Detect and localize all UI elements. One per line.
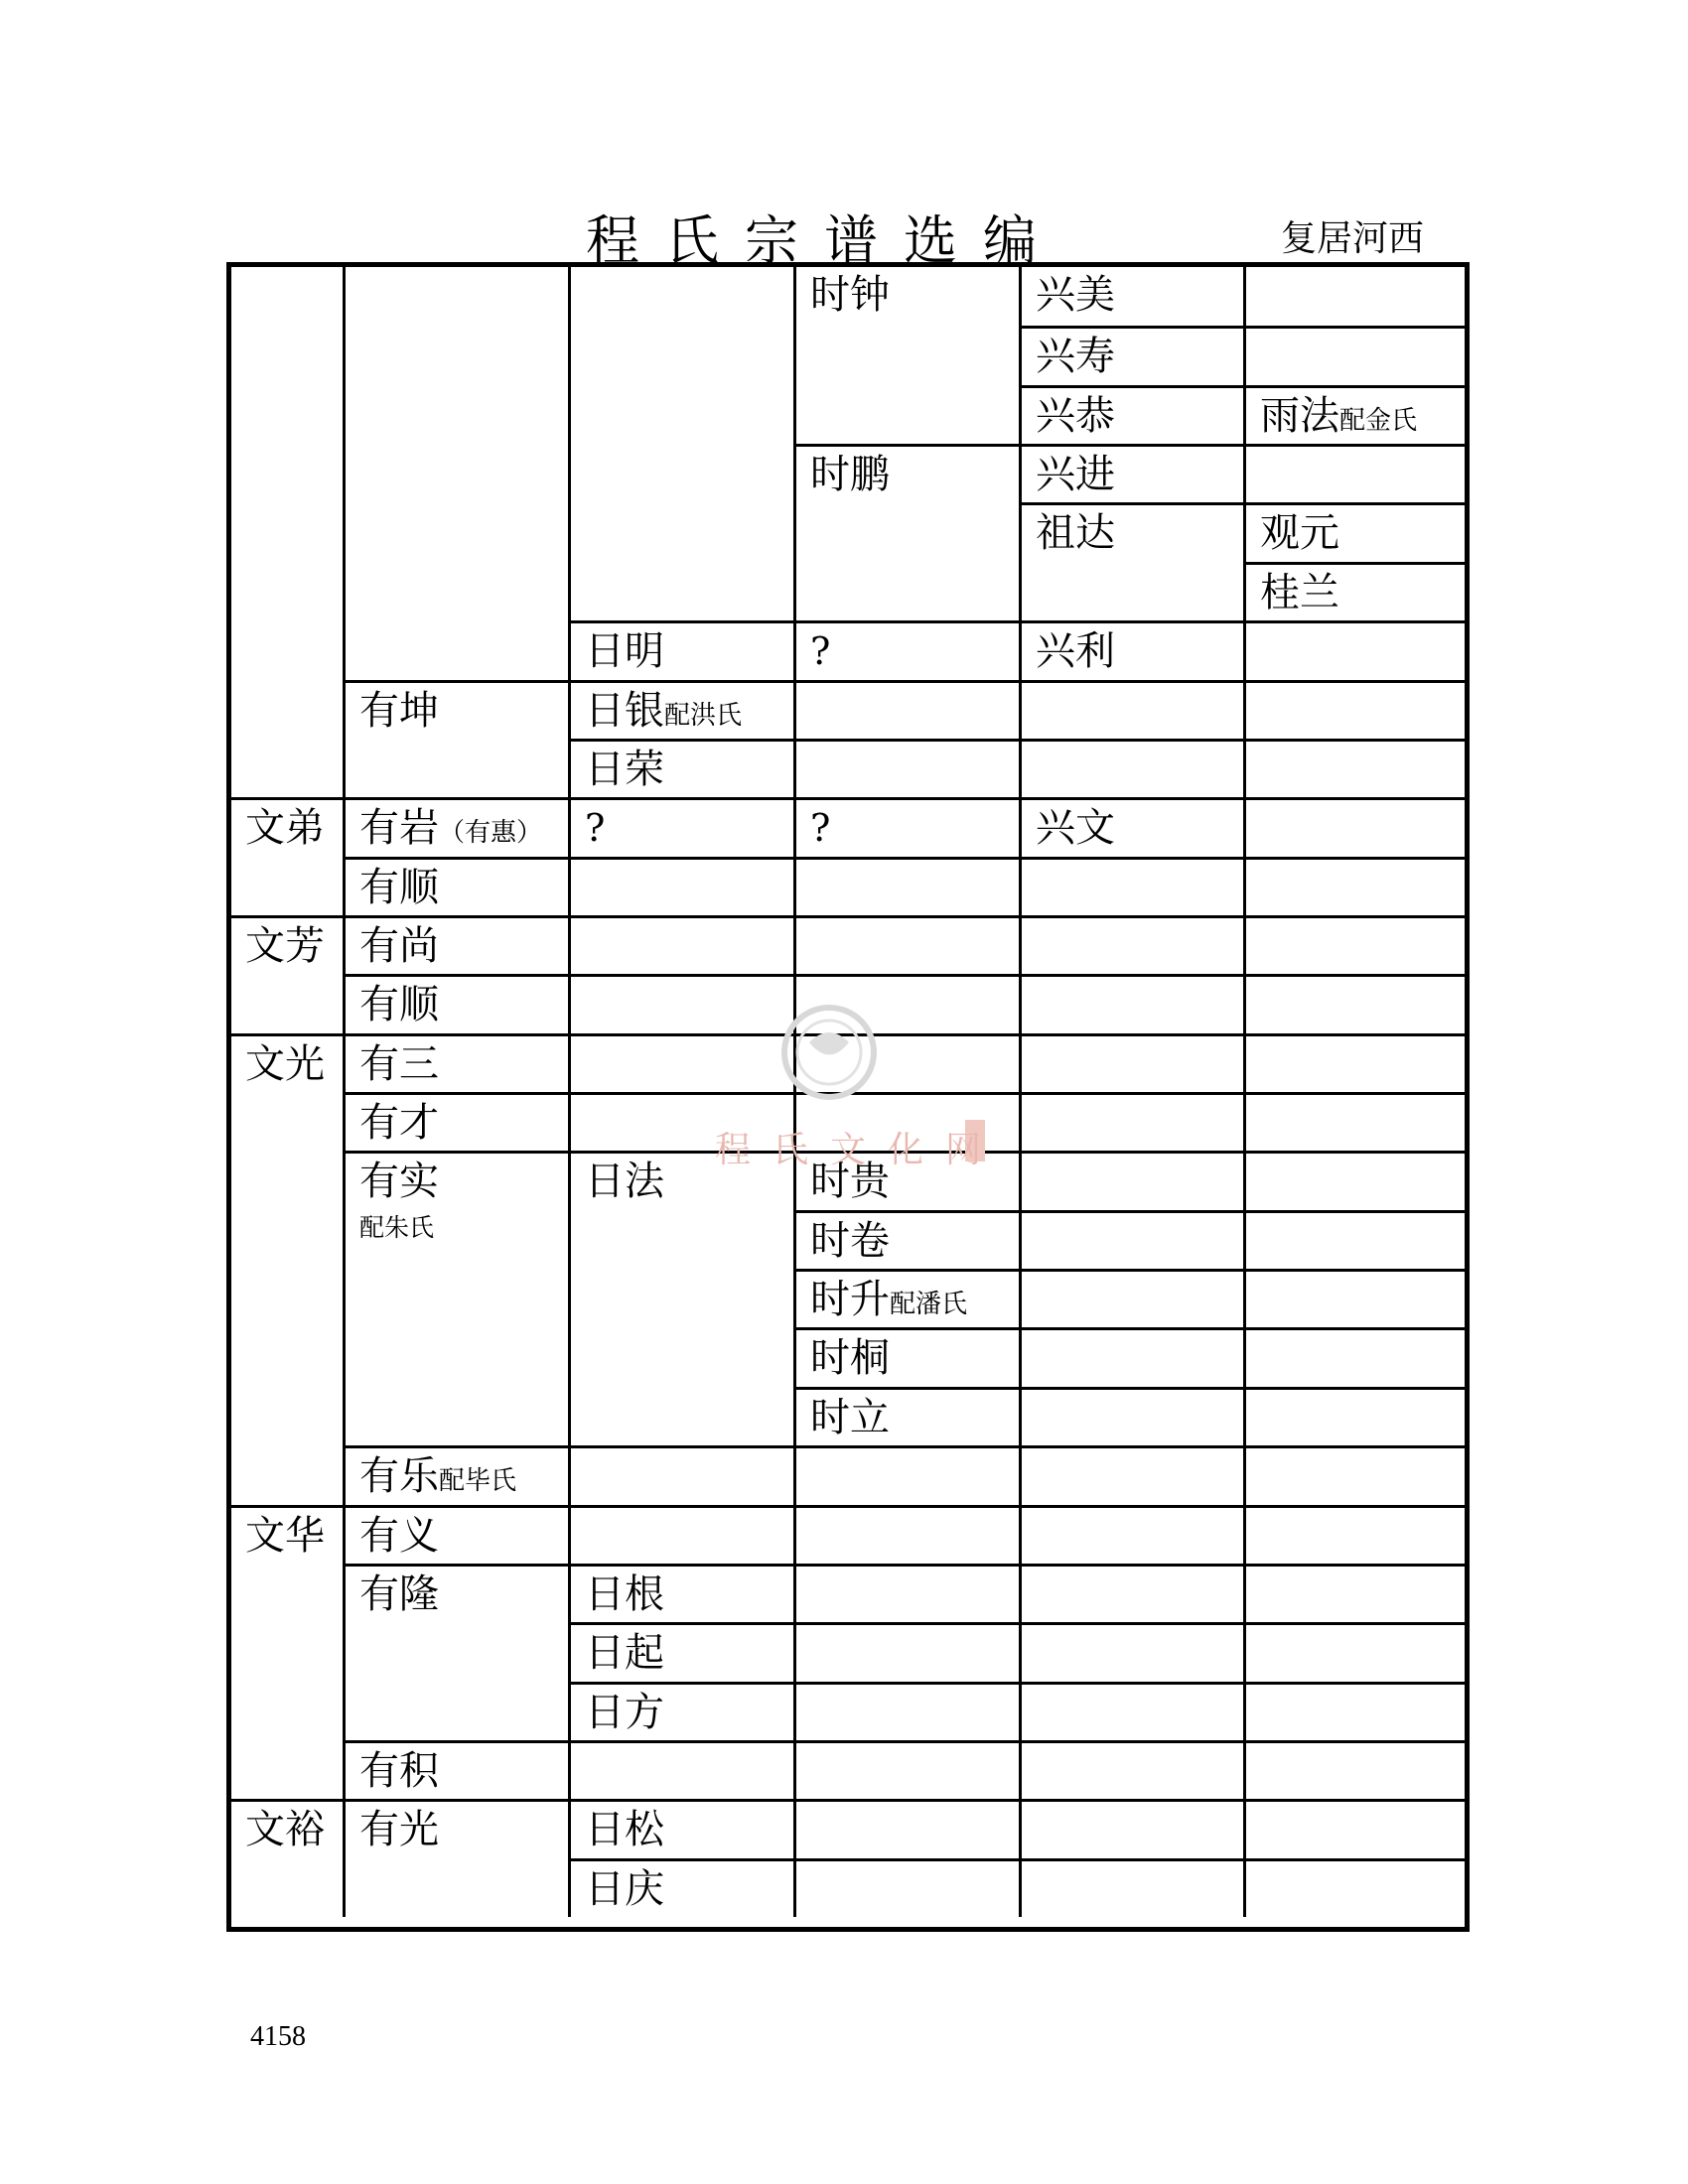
table-cell-empty: [568, 1740, 793, 1799]
table-cell: [343, 680, 568, 798]
person-name: 有坤: [359, 687, 439, 734]
table-cell: [568, 1564, 793, 1622]
table-cell: [1019, 267, 1243, 326]
table-cell-empty: [793, 915, 1019, 974]
person-name: 时贵: [810, 1159, 890, 1205]
person-name: 日根: [585, 1570, 664, 1617]
table-cell: [1019, 326, 1243, 384]
table-cell-empty: [793, 1799, 1019, 1857]
person-name: 文芳: [245, 922, 325, 969]
table-cell: [1019, 385, 1243, 444]
table-cell-empty: [1019, 915, 1243, 974]
table-cell: [568, 1858, 793, 1917]
person-name: 兴利: [1036, 628, 1115, 675]
person-name: 有义: [359, 1512, 439, 1559]
person-name: 有实: [359, 1159, 439, 1205]
person-name: 时升: [810, 1277, 890, 1323]
person-name: 文华: [245, 1512, 325, 1559]
table-cell-empty: [1019, 1210, 1243, 1269]
table-cell: [343, 1799, 568, 1917]
table-cell: [343, 974, 568, 1032]
person-name: 日庆: [585, 1865, 664, 1912]
person-name: 日方: [585, 1689, 664, 1735]
table-cell-empty: [1243, 1033, 1465, 1092]
table-cell: [343, 1505, 568, 1564]
table-cell: [1019, 620, 1243, 679]
table-cell-empty: [1019, 974, 1243, 1032]
table-cell: [793, 1327, 1019, 1386]
table-cell-empty: [1243, 797, 1465, 856]
table-cell-empty: [793, 1622, 1019, 1681]
table-cell-empty: [1243, 1092, 1465, 1151]
person-name: 有积: [359, 1748, 439, 1794]
table-cell-empty: [1019, 680, 1243, 739]
table-cell-empty: [1243, 1858, 1465, 1917]
spouse-note: 配洪氏: [664, 700, 743, 731]
table-cell-empty: [568, 1445, 793, 1504]
table-cell-empty: [793, 1858, 1019, 1917]
table-cell-empty: [1243, 974, 1465, 1032]
table-cell: [343, 1564, 568, 1740]
table-cell-empty: [1019, 1151, 1243, 1209]
person-name: 日荣: [585, 746, 664, 792]
table-cell-empty: [1019, 1387, 1243, 1445]
table-cell: [231, 1505, 343, 1800]
table-cell-empty: [1019, 1799, 1243, 1857]
table-cell-empty: [793, 680, 1019, 739]
person-name: 日松: [585, 1807, 664, 1853]
person-name: 有三: [359, 1040, 439, 1087]
table-cell: [231, 915, 343, 1033]
table-cell: [568, 620, 793, 679]
person-name: 有才: [359, 1100, 439, 1147]
table-cell: [1243, 562, 1465, 620]
table-cell: [568, 797, 793, 856]
spouse-note: 配朱氏: [359, 1213, 435, 1243]
table-cell: [1243, 502, 1465, 561]
table-cell-empty: [1019, 1269, 1243, 1327]
table-cell-empty: [1019, 1622, 1243, 1681]
spouse-note: 配潘氏: [890, 1290, 968, 1320]
table-cell: [1019, 502, 1243, 620]
person-name: 文弟: [245, 805, 325, 852]
table-cell-empty: [1243, 1387, 1465, 1445]
table-cell-empty: [1243, 1210, 1465, 1269]
person-name: 时卷: [810, 1217, 890, 1264]
table-cell: [343, 1151, 568, 1445]
person-name: 有岩: [359, 805, 439, 852]
person-name: 有顺: [359, 864, 439, 910]
table-cell-empty: [1019, 1858, 1243, 1917]
person-name: ?: [585, 806, 606, 851]
table-cell: [343, 915, 568, 974]
table-cell: [568, 1799, 793, 1857]
table-cell: [793, 797, 1019, 856]
person-name: 兴寿: [1036, 334, 1115, 380]
table-cell-empty: [1243, 1445, 1465, 1504]
person-name: 时立: [810, 1394, 890, 1440]
person-name: 祖达: [1036, 510, 1115, 557]
table-cell: [231, 797, 343, 915]
table-cell-empty: [793, 739, 1019, 797]
person-name: 兴恭: [1036, 392, 1115, 439]
table-cell-empty: [1243, 267, 1465, 326]
table-cell: [568, 1622, 793, 1681]
table-cell: [1019, 444, 1243, 502]
table-cell: [343, 1740, 568, 1799]
table-cell: [568, 680, 793, 739]
spouse-note: 配毕氏: [439, 1466, 517, 1497]
table-cell-empty: [1243, 1740, 1465, 1799]
table-cell-empty: [1019, 1740, 1243, 1799]
table-cell-empty: [793, 1682, 1019, 1740]
table-cell: [343, 1033, 568, 1092]
person-name: 有顺: [359, 982, 439, 1028]
table-cell: [793, 620, 1019, 679]
person-name: ?: [810, 629, 831, 674]
spouse-note: 配金氏: [1339, 405, 1418, 436]
page-title: 程氏宗谱选编: [586, 209, 1062, 272]
table-cell-empty: [1019, 1505, 1243, 1564]
table-cell: [793, 444, 1019, 620]
table-cell-empty: [1243, 1269, 1465, 1327]
table-cell-empty: [1019, 1033, 1243, 1092]
page-subtitle: 复居河西: [1281, 218, 1425, 259]
table-cell: [1019, 797, 1243, 856]
table-cell-empty: [1243, 1505, 1465, 1564]
table-cell-empty: [1243, 857, 1465, 915]
table-cell-empty: [343, 267, 568, 680]
person-name: 时鹏: [810, 452, 890, 498]
watermark-text: 程氏文化网: [715, 1130, 1004, 1170]
table-cell: [793, 1210, 1019, 1269]
table-cell-empty: [793, 1564, 1019, 1622]
person-name: ?: [810, 806, 831, 851]
person-name: 兴文: [1036, 805, 1115, 852]
table-cell-empty: [1243, 620, 1465, 679]
table-cell: [568, 739, 793, 797]
table-cell-empty: [1243, 326, 1465, 384]
person-name: 雨法: [1260, 392, 1339, 439]
table-cell-empty: [568, 267, 793, 620]
table-cell-empty: [793, 857, 1019, 915]
person-name: 有尚: [359, 922, 439, 969]
table-cell-empty: [1243, 915, 1465, 974]
person-name: 观元: [1260, 510, 1339, 557]
person-name: 有隆: [359, 1570, 439, 1617]
table-cell-empty: [231, 267, 343, 797]
person-name: 文光: [245, 1040, 325, 1087]
person-name: 有乐: [359, 1453, 439, 1500]
table-cell-empty: [793, 1740, 1019, 1799]
table-cell: [343, 857, 568, 915]
table-cell-empty: [1019, 739, 1243, 797]
table-cell-empty: [1243, 1327, 1465, 1386]
page-number: 4158: [250, 2021, 306, 2052]
table-cell: [231, 1033, 343, 1505]
table-cell-empty: [1243, 739, 1465, 797]
table-cell-empty: [1019, 1682, 1243, 1740]
table-cell-empty: [793, 1445, 1019, 1504]
table-cell-empty: [568, 857, 793, 915]
table-cell: [343, 797, 568, 856]
table-cell-empty: [568, 915, 793, 974]
table-cell: [568, 1682, 793, 1740]
table-cell-empty: [1243, 1799, 1465, 1857]
spouse-note: （有惠）: [439, 818, 543, 849]
table-cell: [793, 1387, 1019, 1445]
person-name: 兴美: [1036, 272, 1115, 318]
table-cell: [793, 1269, 1019, 1327]
table-cell: [793, 267, 1019, 444]
person-name: 时桐: [810, 1335, 890, 1382]
person-name: 兴进: [1036, 452, 1115, 498]
table-cell-empty: [1019, 1564, 1243, 1622]
table-cell-empty: [1243, 1564, 1465, 1622]
person-name: 日起: [585, 1630, 664, 1677]
table-cell-empty: [1243, 680, 1465, 739]
table-cell-empty: [1019, 1092, 1243, 1151]
table-cell-empty: [1243, 444, 1465, 502]
person-name: 日银: [585, 687, 664, 734]
table-cell-empty: [1243, 1682, 1465, 1740]
table-cell: [343, 1445, 568, 1504]
table-cell-empty: [1019, 1445, 1243, 1504]
table-cell-empty: [568, 1505, 793, 1564]
person-name: 桂兰: [1260, 569, 1339, 615]
person-name: 日明: [585, 628, 664, 675]
person-name: 文裕: [245, 1807, 325, 1853]
table-cell-empty: [1243, 1151, 1465, 1209]
table-cell-empty: [793, 1505, 1019, 1564]
person-name: 日法: [585, 1159, 664, 1205]
table-cell-empty: [1243, 1622, 1465, 1681]
person-name: 有光: [359, 1807, 439, 1853]
table-cell: [343, 1092, 568, 1151]
table-cell-empty: [1019, 1327, 1243, 1386]
table-cell: [231, 1799, 343, 1917]
table-cell: [568, 1151, 793, 1445]
table-cell-empty: [1019, 857, 1243, 915]
table-cell: [1243, 385, 1465, 444]
person-name: 时钟: [810, 272, 890, 318]
